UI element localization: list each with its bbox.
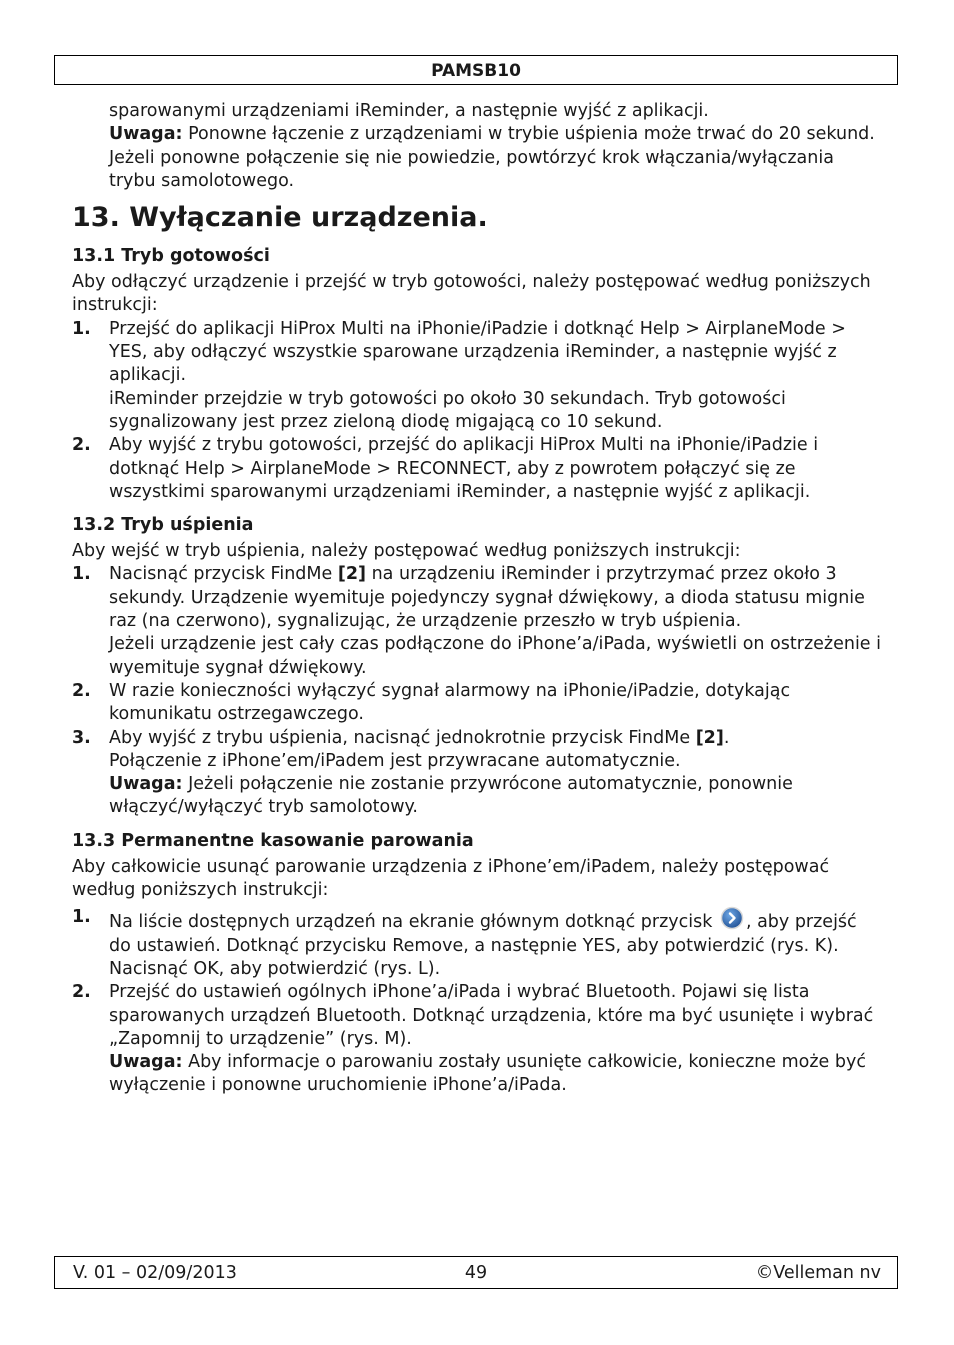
list-item <box>72 318 882 434</box>
subsection-title-13-1: 13.1 Tryb gotowości <box>72 246 270 267</box>
copyright: ©Velleman nv <box>755 1263 881 1283</box>
item-number: 1. <box>72 318 91 339</box>
subsection-intro: Aby wejść w tryb uśpienia, należy postępować według poniższych instrukcji: <box>72 541 741 562</box>
item-text: W razie konieczności wyłączyć sygnał alarmowy na iPhonie/iPadzie, dotykając komunikatu ostrzegawczego. <box>109 680 791 725</box>
item-note <box>109 1051 882 1098</box>
item-text: Przejść do aplikacji HiProx Multi na iPhonie/iPadzie i dotknąć Help > AirplaneMode > YES, aby odłączyć wszystkie sparowane urządzenia iReminder, a następnie wyjść z aplikacji. <box>109 318 846 386</box>
document-code: PAMSB10 <box>431 61 521 81</box>
item-number: 1. <box>72 564 91 585</box>
list-item <box>72 727 882 820</box>
subsection-title-13-3: 13.3 Permanentne kasowanie parowania <box>72 830 474 851</box>
item-number: 2. <box>72 680 91 701</box>
item-number: 2. <box>72 982 91 1003</box>
item-text: Aby wyjść z trybu gotowości, przejść do aplikacji HiProx Multi na iPhonie/iPadzie i dotknąć Help > AirplaneMode > RECONNECT, aby z powrotem połączyć się ze wszystkimi sparowanymi urządzeniami iReminder, a następnie wyjść z aplikacji. <box>109 435 819 502</box>
page-footer <box>54 1256 898 1289</box>
figure-reference: [2] <box>695 727 724 748</box>
item-text-part: Na liście dostępnych urządzeń na ekranie głównym dotknąć przycisk <box>109 912 718 933</box>
list-item <box>72 981 882 1097</box>
version-date: V. 01 – 02/09/2013 <box>73 1263 237 1283</box>
note-label: Uwaga: <box>109 124 183 145</box>
subsection-title-13-2: 13.2 Tryb uśpienia <box>72 515 254 536</box>
instruction-list <box>72 906 882 1097</box>
instruction-list <box>72 563 882 819</box>
item-text: Przejść do ustawień ogólnych iPhone’a/iPada i wybrać Bluetooth. Pojawi się lista sparowanych urządzeń Bluetooth. Dotknąć urządzenia, które ma być usunięte i wybrać „Zapomnij to urządzenie” (rys. M). <box>109 982 874 1049</box>
instruction-list <box>72 318 882 504</box>
page-content <box>72 100 882 1098</box>
page-number: 49 <box>464 1263 488 1283</box>
item-text-part: , aby przejść do ustawień. Dotknąć przycisku Remove, a następnie YES, aby potwierdzić (rys. K). Nacisnąć OK, aby potwierdzić (rys. L). <box>109 912 857 979</box>
item-number: 3. <box>72 727 91 748</box>
item-text-continued: Połączenie z iPhone’em/iPadem jest przywracane automatycznie. <box>109 750 681 771</box>
list-item <box>72 563 882 679</box>
note-text: Jeżeli połączenie nie zostanie przywrócone automatycznie, ponownie włączyć/wyłączyć tryb samolotowy. <box>109 774 793 818</box>
figure-reference: [2] <box>337 564 367 585</box>
note-label: Uwaga: <box>109 1052 183 1073</box>
list-item <box>72 906 882 981</box>
item-text-part: Nacisnąć przycisk FindMe <box>109 564 338 585</box>
item-text-part: . <box>723 727 730 748</box>
intro-block <box>72 100 882 193</box>
item-number: 2. <box>72 435 91 456</box>
item-text <box>109 727 882 750</box>
item-number: 1. <box>72 907 91 928</box>
item-note <box>109 773 882 820</box>
note-label: Uwaga: <box>109 774 183 795</box>
subsection-intro: Aby całkowicie usunąć parowanie urządzenia z iPhone’em/iPadem, należy postępować według poniższych instrukcji: <box>72 856 830 901</box>
item-text-continued: Jeżeli urządzenie jest cały czas podłączone do iPhone’a/iPada, wyświetli on ostrzeżenie i wyemituje sygnał dźwiękowy. <box>109 634 881 678</box>
list-item <box>72 434 882 504</box>
note-text: Aby informacje o parowaniu zostały usunięte całkowicie, konieczne może być wyłączenie i ponowne uruchomienie iPhone’a/iPada. <box>109 1052 866 1096</box>
item-text-part: Aby wyjść z trybu uśpienia, nacisnąć jednokrotnie przycisk FindMe <box>109 727 696 748</box>
page-header <box>54 55 898 85</box>
item-text-continued: iReminder przejdzie w tryb gotowości po około 30 sekundach. Tryb gotowości sygnalizowany jest przez zieloną diodę migającą co 10 sekund. <box>109 388 786 432</box>
note-text: Ponowne łączenie z urządzeniami w trybie uśpienia może trwać do 20 sekund. Jeżeli ponowne połączenie się nie powiedzie, powtórzyć krok włączania/wyłączania trybu samolotowego. <box>109 124 875 191</box>
subsection-intro: Aby odłączyć urządzenie i przejść w tryb gotowości, należy postępować według poniższych instrukcji: <box>72 272 871 316</box>
item-text <box>109 563 882 633</box>
intro-note <box>109 123 882 193</box>
item-text <box>109 906 882 981</box>
chevron-right-circle-icon <box>720 906 744 930</box>
item-text-part: na urządzeniu iReminder i przytrzymać przez około 3 sekundy. Urządzenie wyemituje pojedynczy sygnał dźwiękowy, a dioda statusu mignie raz (na czerwono), sygnalizując, że urządzenie przeszło w tryb uśpienia. <box>109 564 865 632</box>
section-title: 13. Wyłączanie urządzenia. <box>72 202 488 234</box>
intro-line: sparowanymi urządzeniami iReminder, a następnie wyjść z aplikacji. <box>109 101 709 121</box>
list-item <box>72 680 882 727</box>
